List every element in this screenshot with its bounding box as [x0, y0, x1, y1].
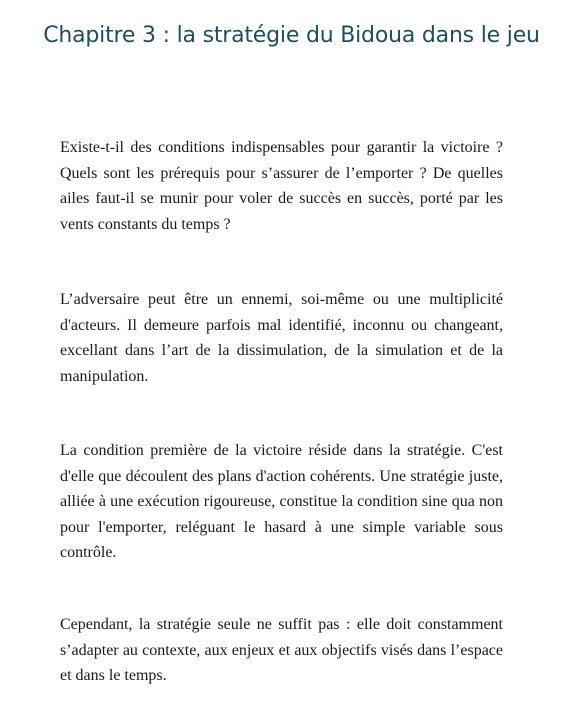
paragraph-adaptation: Cependant, la stratégie seule ne suffit pas : elle doit constamment s’adapter au contexte, aux enjeux et aux objectifs visés dans l’espace et dans le temps. [60, 616, 503, 684]
paragraph-strategie: La condition première de la victoire réside dans la stratégie. C'est d'elle que découlent des plans d'action cohérents. Une stratégie juste, alliée à une exécution rigoureuse, constitue la condition sine qua non pour l'emporter, reléguant le hasard à une simple variable sous contrôle. [60, 442, 503, 561]
chapter-title: Chapitre 3 : la stratégie du Bidoua dans le jeu [43, 23, 540, 48]
paragraph-adversaire: L’adversaire peut être un ennemi, soi-même ou une multiplicité d'acteurs. Il demeure parfois mal identifié, inconnu ou changeant, excellant dans l’art de la dissimulation, de la simulation et de la manipulation. [60, 291, 503, 385]
paragraph-conditions-victoire: Existe-t-il des conditions indispensables pour garantir la victoire ? Quels sont les prérequis pour s’assurer de l’emporter ? De quelles ailes faut-il se munir pour voler de succès en succès, porté par les vents constants du temps ? [60, 139, 503, 233]
